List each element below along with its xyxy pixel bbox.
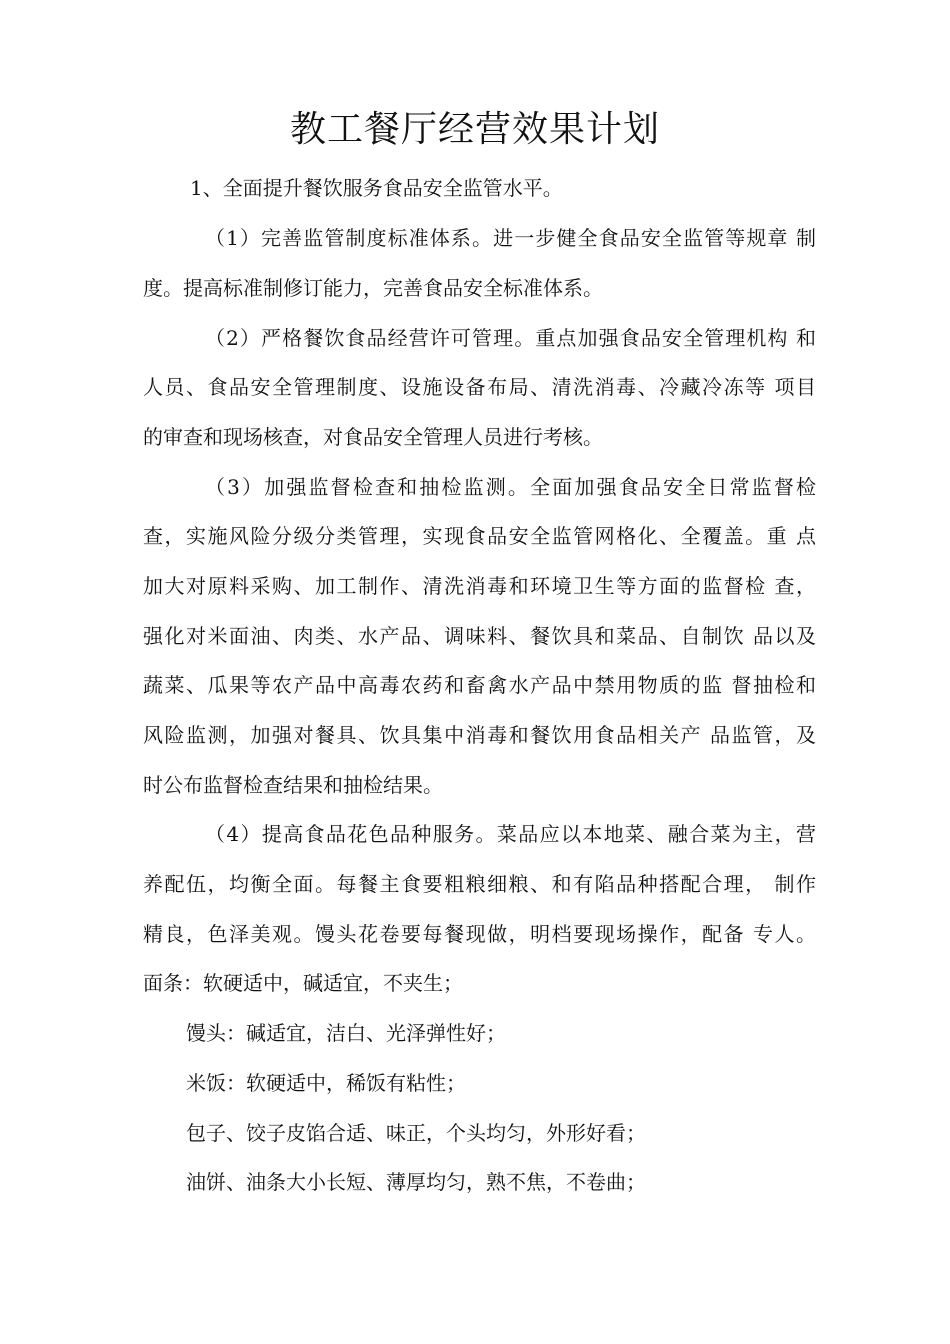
paragraph-line: （1）完善监管制度标准体系。进一步健全食品安全监管等规章 制 [205,226,816,250]
paragraph-line: 面条：软硬适中，碱适宜，不夹生； [143,971,463,995]
paragraph-line: 的审查和现场核查，对食品安全管理人员进行考核。 [143,425,603,449]
paragraph-line: 包子、饺子皮馅合适、味正，个头均匀，外形好看； [186,1121,646,1145]
paragraph-line: 度。提高标准制修订能力，完善食品安全标准体系。 [143,276,603,300]
paragraph-line: 查，实施风险分级分类管理，实现食品安全监管网格化、全覆盖。重 点 [143,524,816,548]
paragraph-line: 时公布监督检查结果和抽检结果。 [143,773,443,797]
paragraph-line: 人员、食品安全管理制度、设施设备布局、清洗消毒、冷藏冷冻等 项目 [143,375,816,399]
document-title: 教工餐厅经营效果计划 [289,109,660,150]
paragraph-line: 精良，色泽美观。馒头花卷要每餐现做，明档要现场操作，配备 专人。 [143,922,816,946]
paragraph-line: （3）加强监督检查和抽检监测。全面加强食品安全日常监督检 [205,475,816,499]
paragraph-line: 养配伍，均衡全面。每餐主食要粗粮细粮、和有陷品种搭配合理， 制作 [143,872,816,896]
paragraph-line: 馒头：碱适宜，洁白、光泽弹性好； [186,1021,506,1045]
paragraph-line: 1、全面提升餐饮服务食品安全监管水平。 [190,176,563,200]
paragraph-line: 油饼、油条大小长短、薄厚均匀，熟不焦，不卷曲； [186,1170,646,1194]
paragraph-line: 风险监测，加强对餐具、饮具集中消毒和餐饮用食品相关产 品监管，及 [143,723,816,747]
paragraph-line: 加大对原料采购、加工制作、清洗消毒和环境卫生等方面的监督检 查， [143,574,816,598]
paragraph-line: 强化对米面油、肉类、水产品、调味料、餐饮具和菜品、自制饮 品以及 [143,624,816,648]
paragraph-line: （4）提高食品花色品种服务。菜品应以本地菜、融合菜为主，营 [205,822,816,846]
paragraph-line: 米饭：软硬适中，稀饭有粘性； [186,1071,466,1095]
paragraph-line: （2）严格餐饮食品经营许可管理。重点加强食品安全管理机构 和 [205,326,816,350]
paragraph-line: 蔬菜、瓜果等农产品中高毒农药和畜禽水产品中禁用物质的监 督抽检和 [143,673,816,697]
